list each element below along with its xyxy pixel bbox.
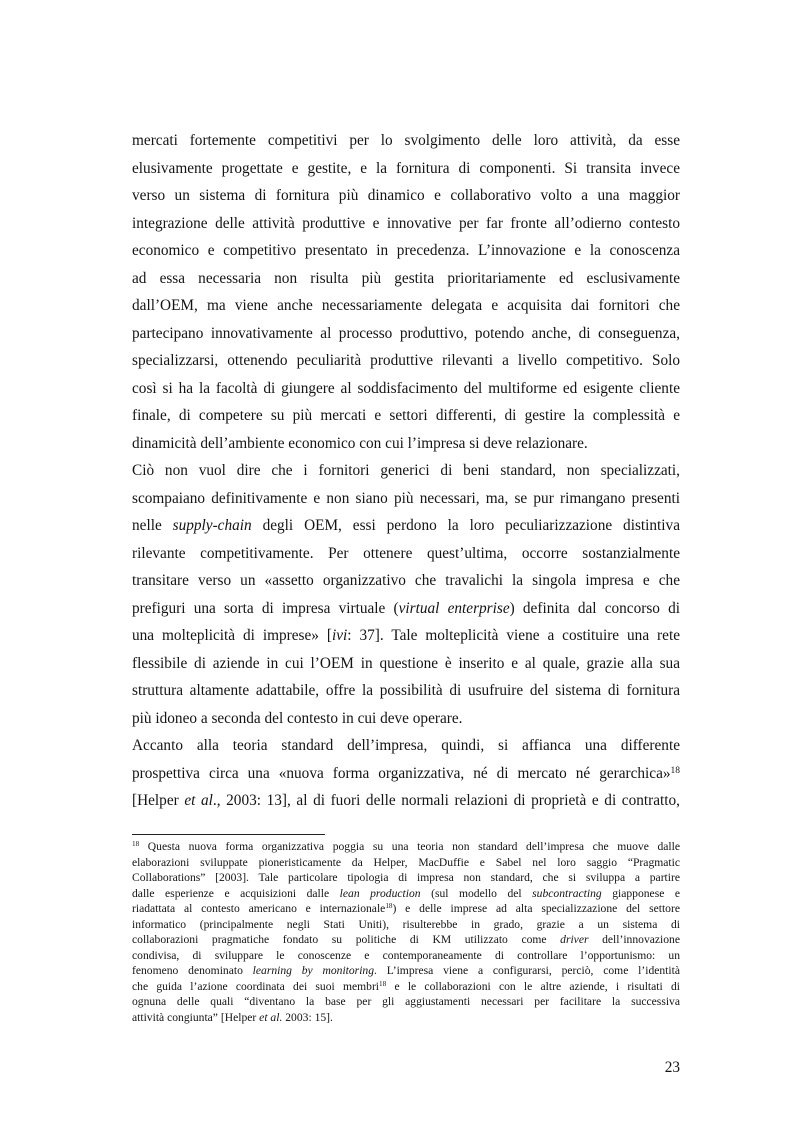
text-run: prospettiva circa una «nuova forma organizzativa, né di mercato né gerarchica» bbox=[132, 764, 671, 782]
text-run: dalle esperienze e acquisizioni dalle bbox=[132, 886, 340, 900]
text-run: ) definita dal concorso di bbox=[509, 599, 681, 617]
body-line bbox=[132, 599, 680, 619]
text-run: finale, di competere su più mercati e settori differenti, di gestire la complessità e bbox=[132, 407, 680, 424]
text-run: integrazione delle attività produttive e innovative per far fronte all’odierno contesto bbox=[132, 214, 680, 232]
body-line bbox=[132, 159, 680, 179]
body-line bbox=[132, 489, 680, 509]
italic-text: learning by monitoring bbox=[252, 964, 375, 977]
body-line bbox=[132, 131, 680, 151]
text-run: partecipano innovativamente al processo produttivo, potendo anche, di conseguenza, bbox=[132, 324, 680, 342]
body-line bbox=[132, 736, 680, 756]
text-run: ognuna delle quali “diventano la base per gli aggiustamenti necessari per facilitare la successiva bbox=[132, 995, 680, 1008]
text-run: che guida l’azione coordinata dei suoi membri bbox=[132, 979, 380, 993]
text-run: giapponese e bbox=[601, 886, 681, 900]
text-run: . L’impresa viene a configurarsi, perciò, come l’identità bbox=[374, 964, 680, 977]
text-run: dall’OEM, ma viene anche necessariamente delegata e acquisita dai fornitori che bbox=[132, 297, 680, 314]
italic-text: lean production bbox=[339, 886, 421, 900]
body-line bbox=[132, 379, 680, 399]
text-run: scompaiano definitivamente e non siano più necessari, ma, se pur rimangano presenti bbox=[132, 489, 680, 507]
body-line bbox=[132, 241, 680, 261]
text-run: ad essa necessaria non risulta più gestita prioritariamente ed esclusivamente bbox=[132, 269, 680, 287]
text-run: dell’innovazione bbox=[588, 933, 680, 946]
body-line bbox=[132, 791, 680, 811]
body-line bbox=[132, 461, 680, 481]
body-line bbox=[132, 406, 680, 426]
text-run: : 37]. Tale molteplicità viene a costituire una rete bbox=[347, 627, 680, 644]
italic-text: virtual enterprise bbox=[398, 599, 510, 617]
italic-text: et al. bbox=[259, 1010, 283, 1024]
footnote-line bbox=[132, 995, 680, 1009]
footnote-ref: 18 bbox=[132, 840, 140, 849]
body-line bbox=[132, 626, 680, 646]
body-line bbox=[132, 269, 680, 289]
text-run: informatico (principalmente negli Stati Uniti), risulterebbe in grado, grazie a un sistema di bbox=[132, 917, 680, 931]
text-run: così si ha la facoltà di giungere al soddisfacimento del multiforme ed esigente cliente bbox=[132, 379, 680, 397]
text-run: specializzarsi, ottenendo peculiarità produttive rilevanti a livello competitivo. Solo bbox=[132, 352, 680, 369]
footnote-line bbox=[132, 949, 680, 963]
footnote-ref: 18 bbox=[379, 979, 387, 988]
text-run: riadattata al contesto americano e internazionale bbox=[132, 902, 386, 915]
text-run: [Helper bbox=[132, 792, 185, 809]
text-run: condivisa, di sviluppare le conoscenze e contemporaneamente di controllare l’opportunismo: un bbox=[132, 948, 680, 962]
text-run: ., 2003: 13], al di fuori delle normali relazioni di proprietà e di contratto, bbox=[212, 792, 681, 809]
text-run: elusivamente progettate e gestite, e la fornitura di componenti. Si transita invece bbox=[132, 159, 680, 177]
text-run: 2003: 15]. bbox=[282, 1010, 333, 1024]
body-line bbox=[132, 516, 680, 536]
footnote-line bbox=[132, 902, 680, 916]
text-run: Ciò non vuol dire che i fornitori generici di beni standard, non specializzati, bbox=[132, 462, 680, 479]
text-run: rilevante competitivamente. Per ottenere quest’ultima, occorre sostanzialmente bbox=[132, 544, 680, 562]
text-run: degli OEM, essi perdono la loro peculiarizzazione distintiva bbox=[251, 517, 680, 534]
text-run: struttura altamente adattabile, offre la possibilità di usufruire del sistema di fornitura bbox=[132, 682, 680, 699]
footnote-line bbox=[132, 1011, 680, 1025]
footnote-separator bbox=[132, 834, 325, 835]
footnote-line bbox=[132, 856, 680, 870]
text-run: fenomeno denominato bbox=[132, 964, 253, 977]
text-run: mercati fortemente competitivi per lo svolgimento delle loro attività, da esse bbox=[132, 132, 680, 149]
body-line bbox=[132, 571, 680, 591]
body-line bbox=[132, 764, 680, 784]
italic-text: subcontracting bbox=[532, 886, 602, 900]
body-line bbox=[132, 544, 680, 564]
text-run: e le collaborazioni con le altre aziende, i risultati di bbox=[386, 979, 680, 993]
text-run: dinamicità dell’ambiente economico con cui l’impresa si deve relazionare. bbox=[132, 434, 588, 452]
footnote-line bbox=[132, 871, 680, 885]
page-number: 23 bbox=[664, 1059, 680, 1076]
body-line bbox=[132, 351, 680, 371]
body-line bbox=[132, 324, 680, 344]
text-run: una molteplicità di imprese» [ bbox=[132, 627, 332, 644]
text-run: transitare verso un «assetto organizzativo che travalichi la singola impresa e che bbox=[132, 572, 680, 589]
text-run: attività congiunta” [Helper bbox=[132, 1010, 260, 1024]
body-line bbox=[132, 434, 680, 454]
body-line bbox=[132, 296, 680, 316]
text-run: Accanto alla teoria standard dell’impresa, quindi, si affianca una differente bbox=[132, 737, 680, 754]
italic-text: ivi bbox=[331, 627, 348, 644]
footnote-line bbox=[132, 933, 680, 947]
footnote-line bbox=[132, 887, 680, 901]
body-line bbox=[132, 186, 680, 206]
text-run: Questa nuova forma organizzativa poggia su una teoria non standard dell’impresa che muove dalle bbox=[139, 840, 680, 853]
text-run: elaborazioni sviluppate pioneristicamente da Helper, MacDuffie e Sabel nel loro saggio “Pragmatic bbox=[132, 855, 680, 869]
footnote-line bbox=[132, 980, 680, 994]
italic-text: supply-chain bbox=[172, 517, 252, 534]
footnote-ref: 18 bbox=[385, 902, 393, 911]
body-line bbox=[132, 709, 680, 729]
body-line bbox=[132, 654, 680, 674]
text-run: economico e competitivo presentato in precedenza. L’innovazione e la conoscenza bbox=[132, 242, 680, 259]
text-run: verso un sistema di fornitura più dinamico e collaborativo volto a una maggior bbox=[132, 187, 680, 204]
text-run: Collaborations” [2003]. Tale particolare tipologia di impresa non standard, che si sviluppa a partire bbox=[132, 871, 680, 884]
text-run: collaborazioni pragmatiche fondato su politiche di KM utilizzato come bbox=[132, 933, 561, 946]
text-run: prefiguri una sorta di impresa virtuale ( bbox=[132, 599, 399, 617]
text-run: flessibile di aziende in cui l’OEM in questione è inserito e al quale, grazie alla sua bbox=[132, 654, 680, 672]
footnote-line bbox=[132, 964, 680, 978]
text-run: più idoneo a seconda del contesto in cui deve operare. bbox=[132, 709, 463, 727]
italic-text: driver bbox=[560, 933, 589, 946]
body-line bbox=[132, 681, 680, 701]
text-run: ) e delle imprese ad alta specializzazione del settore bbox=[392, 902, 680, 915]
footnote-line bbox=[132, 918, 680, 932]
text-run: nelle bbox=[132, 517, 173, 534]
italic-text: et al bbox=[184, 792, 213, 809]
text-run: (sul modello del bbox=[420, 886, 533, 900]
footnote-line bbox=[132, 840, 680, 854]
footnote-ref: 18 bbox=[670, 765, 680, 776]
body-line bbox=[132, 214, 680, 234]
